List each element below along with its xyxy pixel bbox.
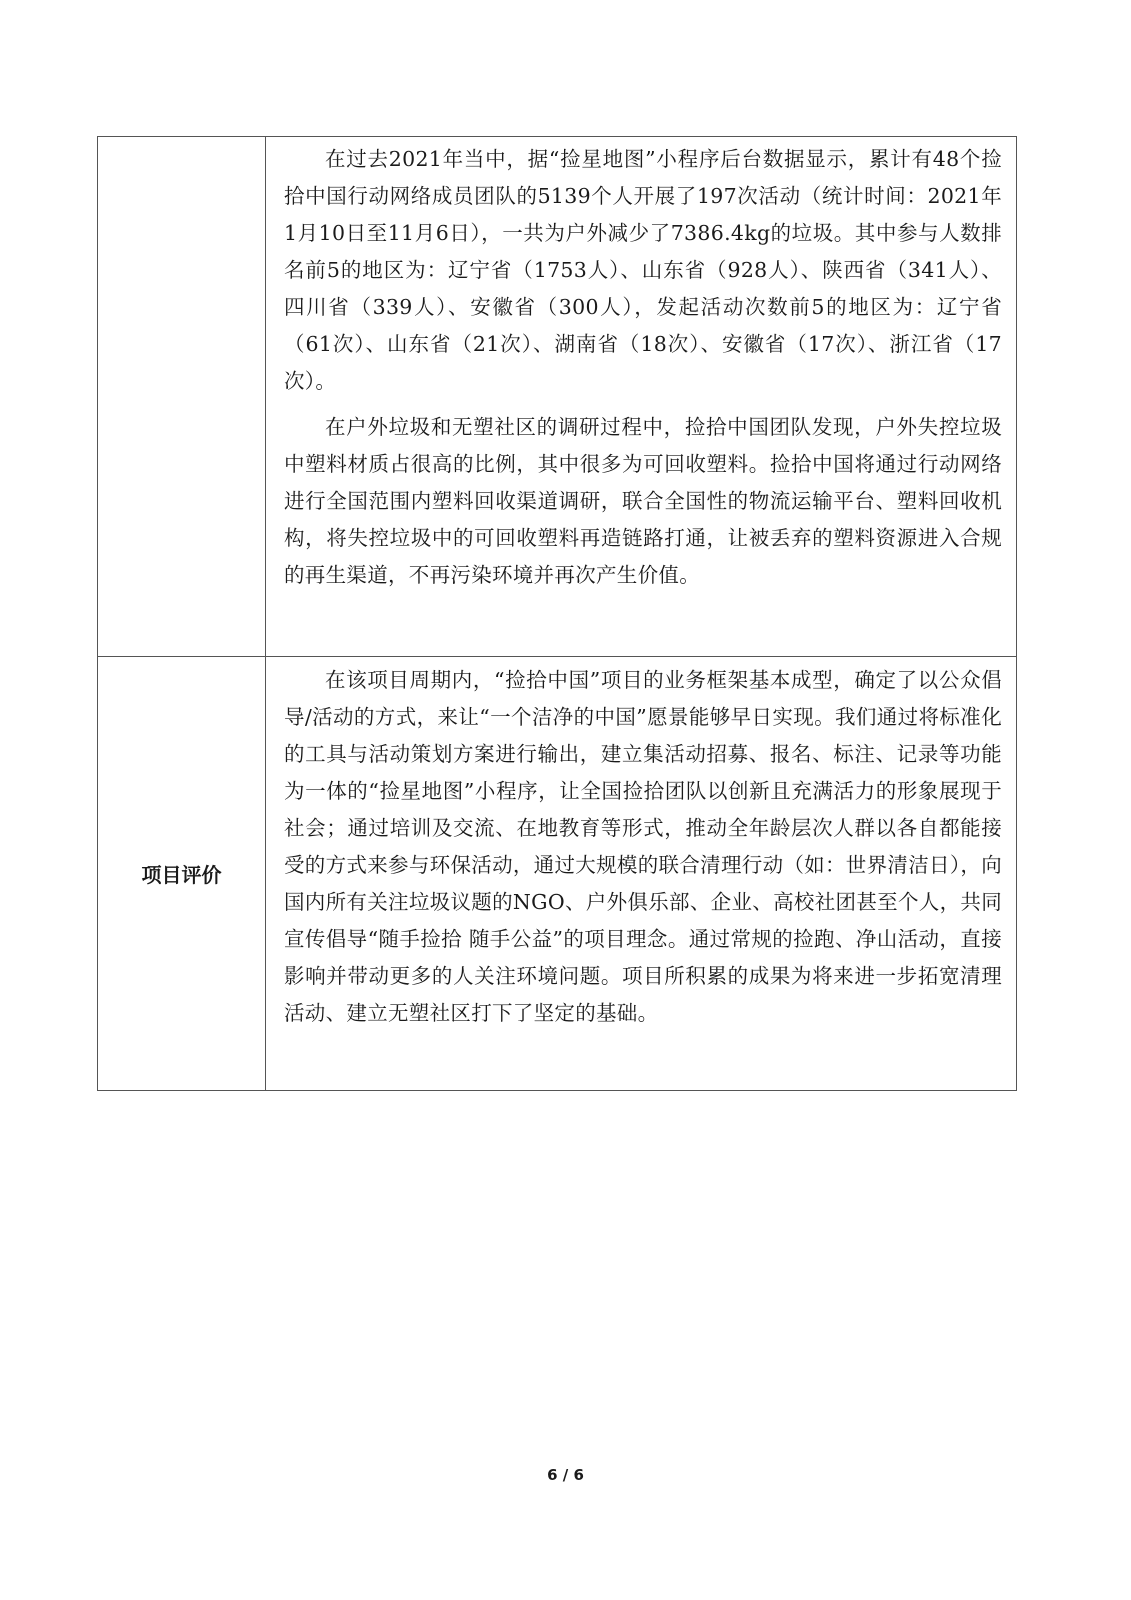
statistics-paragraph: 在过去2021年当中，据“捡星地图”小程序后台数据显示，累计有48个捡拾中国行动网络成员团队的5139个人开展了197次活动（统计时间：2021年1月10日至11月6日），一共为户外减少了7386.4kg的垃圾。其中参与人数排名前5的地区为：辽宁省（1753人）、山东省（928人）、陕西省（341人）、四川省（339人）、安徽省（300人），发起活动次数前5的地区为：辽宁省（61次）、山东省（21次）、湖南省（18次）、安徽省（17次）、浙江省（17次）。 xyxy=(284,147,1002,393)
row-content xyxy=(266,657,1017,1091)
project-table xyxy=(97,136,1017,1091)
row-content xyxy=(266,137,1017,657)
plastic-recycling-paragraph: 在户外垃圾和无塑社区的调研过程中，捡拾中国团队发现，户外失控垃圾中塑料材质占很高的比例，其中很多为可回收塑料。捡拾中国将通过行动网络进行全国范围内塑料回收渠道调研，联合全国性的物流运输平台、塑料回收机构，将失控垃圾中的可回收塑料再造链路打通，让被丢弃的塑料资源进入合规的再生渠道，不再污染环境并再次产生价值。 xyxy=(284,415,1002,587)
row-label-project-evaluation: 项目评价 xyxy=(98,657,266,1091)
row-label xyxy=(98,137,266,657)
page-number: 6 / 6 xyxy=(547,1466,584,1484)
table-row xyxy=(98,137,1017,657)
table-row xyxy=(98,657,1017,1091)
evaluation-paragraph: 在该项目周期内，“捡拾中国”项目的业务框架基本成型，确定了以公众倡导/活动的方式，来让“一个洁净的中国”愿景能够早日实现。我们通过将标准化的工具与活动策划方案进行输出，建立集活动招募、报名、标注、记录等功能为一体的“捡星地图”小程序，让全国捡拾团队以创新且充满活力的形象展现于社会；通过培训及交流、在地教育等形式，推动全年龄层次人群以各自都能接受的方式来参与环保活动，通过大规模的联合清理行动（如：世界清洁日），向国内所有关注垃圾议题的NGO、户外俱乐部、企业、高校社团甚至个人，共同宣传倡导“随手捡拾 随手公益”的项目理念。通过常规的捡跑、净山活动，直接影响并带动更多的人关注环境问题。项目所积累的成果为将来进一步拓宽清理活动、建立无塑社区打下了坚定的基础。 xyxy=(284,668,1002,1025)
